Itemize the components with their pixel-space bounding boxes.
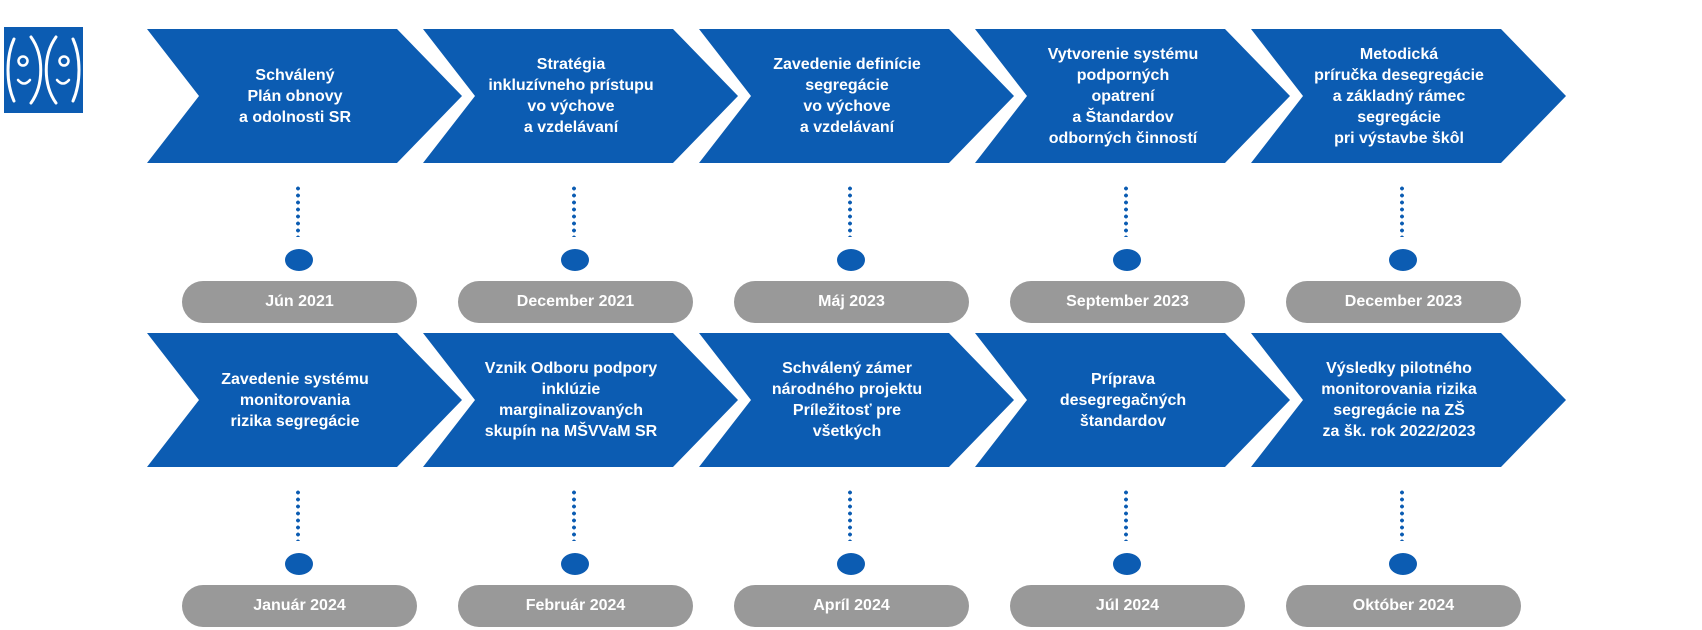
milestone-chevron [1251,29,1566,163]
connector-dots [1400,489,1404,541]
milestone-date: Apríl 2024 [734,585,969,627]
milestone-date: Január 2024 [182,585,417,627]
timeline-node [1113,553,1141,575]
milestone-date: Február 2024 [458,585,693,627]
milestone-date: Október 2024 [1286,585,1521,627]
two-faces-logo-icon [4,27,83,113]
connector-dots [296,489,300,541]
milestone-text: Príprava desegregačných štandardov [1059,370,1187,430]
milestone-date: September 2023 [1010,281,1245,323]
milestone-chevron [975,333,1290,467]
milestone-chevron [1251,333,1566,467]
timeline-node [561,249,589,271]
milestone-chevron [699,29,1014,163]
connector-dots [1124,489,1128,541]
milestone-chevron [423,333,738,467]
connector-dots [848,489,852,541]
milestone-text: Vytvorenie systému podporných opatrení a Štandardov odborných činností [1047,45,1199,147]
milestone-text: Schválený zámer národného projektu Príležitosť pre všetkých [771,360,923,440]
timeline-node [1389,553,1417,575]
milestone-chevron [147,333,462,467]
connector-dots [1124,185,1128,237]
connector-dots [848,185,852,237]
timeline-node [1389,249,1417,271]
milestone-text: Metodická príručka desegregácie a základný rámec segregácie pri výstavbe škôl [1314,45,1484,147]
timeline-node [561,553,589,575]
logo [4,27,83,113]
timeline-node [837,553,865,575]
milestone-chevron [147,29,462,163]
milestone-date: Máj 2023 [734,281,969,323]
connector-dots [296,185,300,237]
connector-dots [572,185,576,237]
milestone-date: December 2021 [458,281,693,323]
milestone-text: Stratégia inkluzívneho prístupu vo výchove a vzdelávaní [488,56,654,136]
milestone-text: Schválený Plán obnovy a odolnosti SR [239,66,351,126]
milestone-text: Zavedenie systému monitorovania rizika segregácie [221,370,369,430]
timeline-node [285,249,313,271]
timeline-node [1113,249,1141,271]
milestone-date: Júl 2024 [1010,585,1245,627]
milestone-chevron [423,29,738,163]
milestone-chevron [975,29,1290,163]
timeline-node [837,249,865,271]
milestone-text: Výsledky pilotného monitorovania rizika segregácie na ZŠ za šk. rok 2022/2023 [1321,360,1477,440]
milestone-date: December 2023 [1286,281,1521,323]
connector-dots [1400,185,1404,237]
milestone-date: Jún 2021 [182,281,417,323]
milestone-text: Zavedenie definície segregácie vo výchove a vzdelávaní [773,56,921,136]
milestone-text: Vznik Odboru podpory inklúzie marginalizovaných skupín na MŠVVaM SR [484,360,658,440]
timeline-node [285,553,313,575]
milestone-chevron [699,333,1014,467]
connector-dots [572,489,576,541]
